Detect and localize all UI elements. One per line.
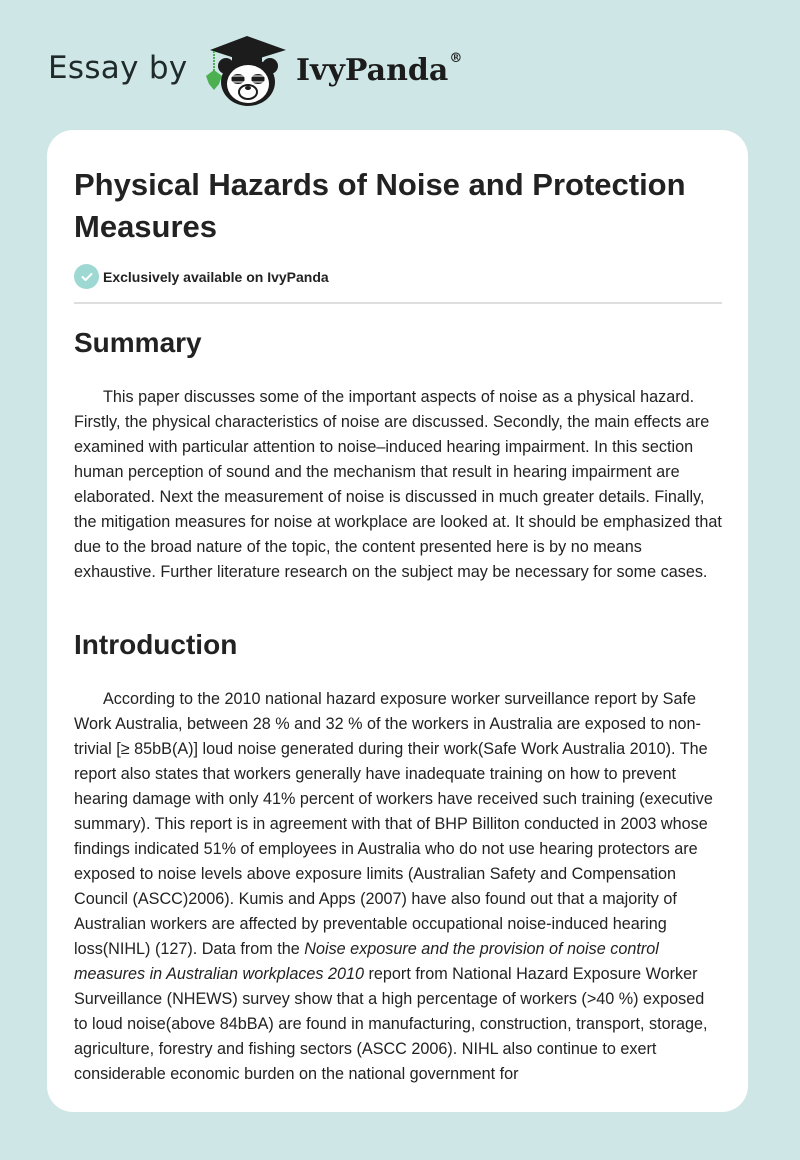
check-circle-icon xyxy=(74,264,99,289)
section-heading-introduction: Introduction xyxy=(74,629,238,660)
panda-graduation-cap-icon[interactable] xyxy=(202,36,292,108)
essay-card xyxy=(47,130,748,1112)
brand-prefix: Essay by xyxy=(48,50,188,86)
exclusive-badge xyxy=(74,264,329,289)
report-title-italic: Noise exposure and the provision of noise control measures in Australian workplaces 2010 xyxy=(74,940,659,983)
intro-text-part1: According to the 2010 national hazard exposure worker surveillance report by Safe Work Australia, between 28 % and 32 % of the workers in Australia are exposed to non-trivial [≥ 85bB(A)] loud noise generated during their work(Safe Work Australia 2010). The report also states that workers generally have inadequate training on how to prevent hearing damage with only 41% percent of workers have received such training (executive summary). This report is in agreement with that of BHP Billiton conducted in 2003 whose findings indicated 51% of employees in Australia who do not use hearing protectors are exposed to noise levels above exposure limits (Australian Safety and Compensation Council (ASCC)2006). Kumis and Apps (2007) have also found out that a majority of Australian workers are affected by preventable occupational noise-induced hearing loss(NIHL) (127). Data from the xyxy=(74,690,713,958)
intro-text-part2: report from National Hazard Exposure Worker Surveillance (NHEWS) survey show that a high percentage of workers (>40 %) exposed to loud noise(above 84bBA) are found in manufacturing, construction, transport, storage, agriculture, forestry and fishing sectors (ASCC 2006). NIHL also continue to exert considerable economic burden on the national government for xyxy=(74,965,708,1083)
registered-mark: ® xyxy=(449,51,463,66)
section-heading-summary: Summary xyxy=(74,327,202,358)
page-title: Physical Hazards of Noise and Protection Measures xyxy=(74,167,686,244)
introduction-paragraph xyxy=(74,687,722,1087)
brand-name-text: IvyPanda xyxy=(296,53,449,88)
exclusive-text: Exclusively available on IvyPanda xyxy=(103,268,329,285)
brand-name[interactable] xyxy=(296,53,462,88)
divider xyxy=(74,302,722,304)
summary-paragraph: This paper discusses some of the important aspects of noise as a physical hazard. Firstly, the physical characteristics of noise are discussed. Secondly, the main effects are examined with particular attention to noise–induced hearing impairment. In this section human perception of sound and the mechanism that result in hearing impairment are elaborated. Next the measurement of noise is discussed in much greater details. Finally, the mitigation measures for noise at workplace are looked at. It should be emphasized that due to the broad nature of the topic, the content presented here is by no means exhaustive. Further literature research on the subject may be necessary for some cases. xyxy=(74,388,722,581)
site-header xyxy=(0,0,800,130)
